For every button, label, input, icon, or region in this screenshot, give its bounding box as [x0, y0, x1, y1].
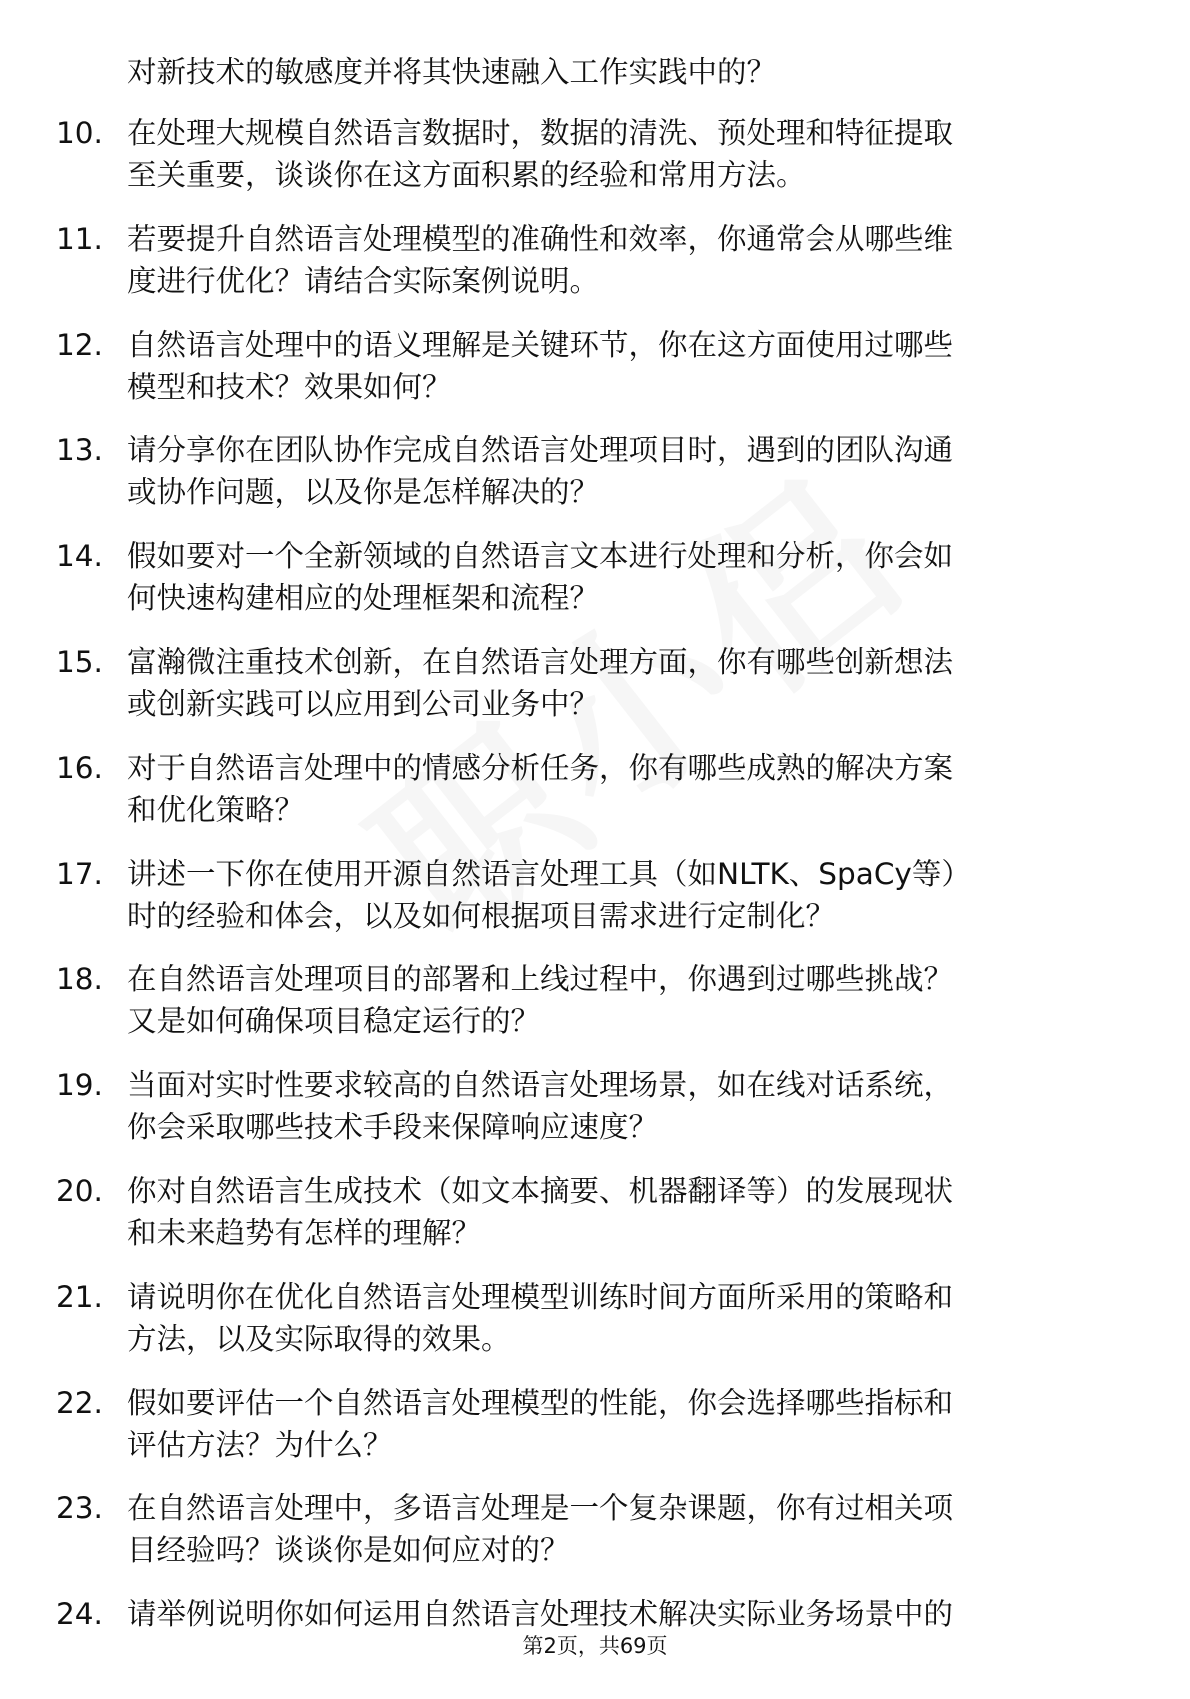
- question-text-line: 目经验吗？谈谈你是如何应对的？: [127, 1533, 570, 1568]
- question-text-line: 和未来趋势有怎样的理解？: [127, 1215, 482, 1250]
- question-number: 23.: [56, 1491, 103, 1526]
- question-text: [127, 747, 1127, 831]
- question-text-line: 对于自然语言处理中的情感分析任务，你有哪些成熟的解决方案: [127, 750, 954, 785]
- question-number: 19.: [56, 1068, 103, 1103]
- question-number: 21.: [56, 1279, 103, 1314]
- question-text-line: 模型和技术？效果如何？: [127, 369, 452, 404]
- question-text-line: 你对自然语言生成技术（如文本摘要、机器翻译等）的发展现状: [127, 1173, 954, 1208]
- question-text-line: 讲述一下你在使用开源自然语言处理工具（如NLTK、SpaCy等）: [127, 856, 971, 891]
- question-number: 18.: [56, 962, 103, 997]
- question-item: [0, 641, 1190, 747]
- question-text-line: 当面对实时性要求较高的自然语言处理场景，如在线对话系统，: [127, 1068, 954, 1103]
- question-text: [127, 535, 1127, 619]
- question-text-line: 请举例说明你如何运用自然语言处理技术解决实际业务场景中的: [127, 1597, 954, 1632]
- question-text: [127, 324, 1127, 408]
- question-item: [0, 958, 1190, 1064]
- question-text: [127, 429, 1127, 513]
- question-text-line: 假如要评估一个自然语言处理模型的性能，你会选择哪些指标和: [127, 1385, 954, 1420]
- question-text-line: 假如要对一个全新领域的自然语言文本进行处理和分析，你会如: [127, 539, 954, 574]
- question-text-line: 你会采取哪些技术手段来保障响应速度？: [127, 1110, 659, 1145]
- question-text-line: 时的经验和体会，以及如何根据项目需求进行定制化？: [127, 898, 836, 933]
- question-text-line: 或创新实践可以应用到公司业务中？: [127, 686, 600, 721]
- question-number: 10.: [56, 116, 103, 150]
- question-text: [127, 1276, 1127, 1360]
- page-footer: 第2页，共69页: [522, 1634, 668, 1658]
- question-number: 20.: [56, 1173, 103, 1208]
- question-item: [0, 218, 1190, 324]
- question-number: 22.: [56, 1385, 103, 1420]
- question-text: [127, 112, 1127, 196]
- question-text: [127, 853, 1127, 937]
- question-text: [127, 218, 1127, 302]
- question-item: [0, 324, 1190, 430]
- question-text-line: 度进行优化？请结合实际案例说明。: [127, 263, 600, 298]
- question-text-line: 评估方法？为什么？: [127, 1427, 393, 1462]
- question-item: [0, 1170, 1190, 1276]
- question-number: 12.: [56, 327, 103, 362]
- question-item: [0, 1487, 1190, 1593]
- question-text-line: 自然语言处理中的语义理解是关键环节，你在这方面使用过哪些: [127, 327, 954, 362]
- question-text: [127, 958, 1127, 1042]
- question-text: [127, 1487, 1127, 1571]
- question-text-line: 至关重要，谈谈你在这方面积累的经验和常用方法。: [127, 158, 806, 192]
- question-text-line: 方法，以及实际取得的效果。: [127, 1321, 511, 1356]
- question-text: [127, 1064, 1127, 1148]
- question-text: [127, 1382, 1127, 1466]
- question-text-line: 在自然语言处理中，多语言处理是一个复杂课题，你有过相关项: [127, 1491, 954, 1526]
- question-text: [127, 1593, 1127, 1635]
- question-item: [0, 112, 1190, 218]
- question-list: [0, 112, 1190, 1699]
- question-text-line: 和优化策略？: [127, 792, 305, 827]
- question-text: [127, 641, 1127, 725]
- question-text-line: 请分享你在团队协作完成自然语言处理项目时，遇到的团队沟通: [127, 433, 954, 468]
- question-text-line: 若要提升自然语言处理模型的准确性和效率，你通常会从哪些维: [127, 221, 954, 256]
- question-text-line: 又是如何确保项目稳定运行的？: [127, 1004, 541, 1039]
- question-item: [0, 1064, 1190, 1170]
- question-number: 13.: [56, 433, 103, 468]
- continuation-line: 对新技术的敏感度并将其快速融入工作实践中的？: [127, 55, 777, 89]
- question-number: 15.: [56, 644, 103, 679]
- question-number: 16.: [56, 750, 103, 785]
- question-item: [0, 853, 1190, 959]
- question-number: 14.: [56, 539, 103, 574]
- question-text: [127, 1170, 1127, 1254]
- question-item: [0, 1382, 1190, 1488]
- question-text-line: 请说明你在优化自然语言处理模型训练时间方面所采用的策略和: [127, 1279, 954, 1314]
- question-text-line: 何快速构建相应的处理框架和流程？: [127, 581, 600, 616]
- question-number: 24.: [56, 1597, 103, 1632]
- question-text-line: 在处理大规模自然语言数据时，数据的清洗、预处理和特征提取: [127, 116, 954, 150]
- question-item: [0, 1276, 1190, 1382]
- question-item: [0, 747, 1190, 853]
- question-number: 17.: [56, 856, 103, 891]
- question-number: 11.: [56, 221, 103, 256]
- question-item: [0, 429, 1190, 535]
- question-text-line: 或协作问题，以及你是怎样解决的？: [127, 475, 600, 510]
- question-text-line: 在自然语言处理项目的部署和上线过程中，你遇到过哪些挑战？: [127, 962, 954, 997]
- question-item: [0, 535, 1190, 641]
- question-text-line: 富瀚微注重技术创新，在自然语言处理方面，你有哪些创新想法: [127, 644, 954, 679]
